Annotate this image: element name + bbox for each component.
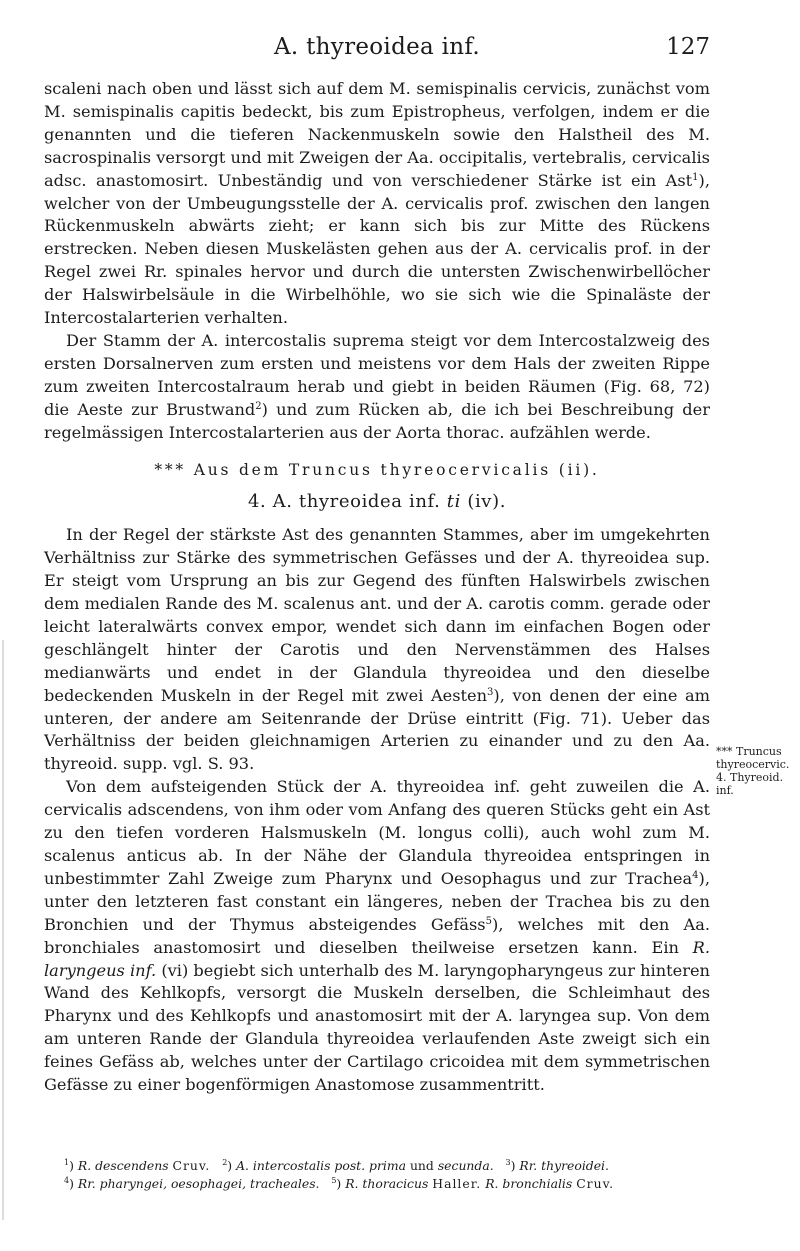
paragraph-3-text: In der Regel der stärkste Ast des genannten Stammes, aber im umgekehrten Verhältniss zur Stärke des symmetrischen Gefässes und der A. thyreoidea sup. Er steigt vom Ursprung an bis zur Gegend des fünften Halswirbels zwischen dem medialen Rande des M. scalenus ant. und der A. carotis comm. gerade oder leicht lateralwärts convex empor, wendet sich dann im einfachen Bogen oder geschlängelt hinter der Carotis und den Nervenstämmen des Halses medianwärts und endet in der Glandula thyreoidea und den dieselbe bedeckenden Muskeln in der Regel mit zwei Aesten — [44, 525, 710, 705]
margin-note-line-4: inf. — [716, 784, 734, 797]
paragraph-2-text: Der Stamm der A. intercostalis suprema steigt vor dem Intercostalzweig des ersten Dorsalnerven zum ersten und meistens vor dem Hals der zweiten Rippe zum zweiten Intercostalraum herab und giebt in beiden Räumen (Fig. 68, 72) die Aeste zur Brustwand — [44, 330, 710, 419]
paragraph-1 — [44, 78, 710, 330]
footnote-ref-3: 3 — [487, 686, 494, 698]
footnotes — [64, 1157, 710, 1193]
page-number: 127 — [666, 34, 710, 60]
section-title-tail: (iv). — [467, 491, 507, 513]
footnote-1-text: R. descendens — [77, 1158, 169, 1173]
footnote-ref-1: 1 — [692, 171, 699, 183]
section-title — [44, 491, 710, 514]
footnote-3-number: 3 — [505, 1158, 511, 1167]
paragraph-4-italic-term: R. laryngeus inf. — [44, 937, 711, 980]
main-text — [44, 78, 710, 1097]
footnote-5-author: Haller. — [432, 1176, 482, 1191]
footnote-5-text-2: R. bronchialis — [485, 1176, 573, 1191]
footnote-2-und: und — [409, 1158, 434, 1173]
subheading: *** Aus dem Truncus thyreocervicalis (ii). — [154, 460, 600, 479]
paragraph-4 — [44, 776, 710, 1097]
paragraph-1-text: scaleni nach oben und lässt sich auf dem M. semispinalis cervicis, zunächst vom M. semispinalis capitis bedeckt, bis zum Epistropheus, verfolgen, indem er die genannten und die tieferen Nackenmuskeln sowie den Halstheil des M. sacrospinalis versorgt und mit Zweigen der Aa. occipitalis, vertebralis, cervicalis adsc. anastomosirt. Unbeständig und von verschiedener Stärke ist ein Ast — [44, 79, 710, 190]
margin-note-line-2: thyreocervic. — [716, 758, 790, 771]
margin-note — [716, 745, 798, 797]
footnote-4-text: Rr. pharyngei, oesophagei, tracheales. — [77, 1176, 320, 1191]
footnote-ref-4: 4 — [692, 869, 699, 881]
margin-note-line-1: *** Truncus — [716, 745, 782, 758]
paragraph-3 — [44, 524, 710, 776]
running-header — [44, 34, 710, 64]
margin-note-line-3: 4. Thyreoid. — [716, 771, 784, 784]
paragraph-4-text-c: ), welches mit den Aa. bronchiales anastomosirt und dieselben theilweise ersetzen kann. Ein — [44, 914, 711, 957]
footnote-2-text: A. intercostalis post. prima — [236, 1158, 406, 1173]
running-title: A. thyreoidea inf. — [273, 34, 481, 60]
section-title-symbol: ti — [446, 491, 461, 513]
paragraph-2-text-cont: ) und zum Rücken ab, die ich bei Beschreibung der regelmässigen Intercostalarterien aus der Aorta thorac. aufzählen werde. — [44, 399, 710, 442]
section-title-main: 4. A. thyreoidea inf. — [247, 491, 441, 513]
footnote-5-author-2: Cruv. — [576, 1176, 615, 1191]
footnote-line-1: $^1$) R. descendens Cruv. $^2$) A. intercostalis post. prima und secunda. $^3$) Rr. thyreoidei. — [64, 1158, 609, 1173]
footnote-line-2: $^4$) Rr. pharyngei, oesophagei, tracheales. $^5$) R. thoracicus Haller. R. bronchialis Cruv. — [64, 1176, 615, 1191]
footnote-ref-2: 2 — [255, 400, 262, 412]
footnote-5-number: 5 — [331, 1176, 337, 1185]
page-binding-shadow — [2, 640, 4, 1220]
footnote-2-text-2: secunda. — [437, 1158, 494, 1173]
paragraph-2 — [44, 330, 710, 445]
paragraph-3-text-cont: ), von denen der eine am unteren, der andere am Seitenrande der Drüse eintritt (Fig. 71). Ueber das Verhältniss der beiden gleichnamigen Arterien zu einander und zu den Aa. thyreoid. supp. vgl. S. 93. — [44, 685, 710, 774]
footnote-1-number: 1 — [64, 1158, 70, 1167]
footnote-ref-5: 5 — [485, 915, 492, 927]
footnote-3-text: Rr. thyreoidei. — [519, 1158, 609, 1173]
paragraph-4-text-b: ), unter den letzteren fast constant ein längeres, neben der Trachea bis zu den Bronchien und der Thymus absteigendes Gefäss — [44, 868, 710, 934]
paragraph-1-text-cont: , welcher von der Umbeugungsstelle der A. cervicalis prof. zwischen den langen Rückenmuskeln abwärts zieht; er kann sich bis zur Mitte des Rückens erstrecken. Neben diesen Muskelästen gehen aus der A. cervicalis prof. in der Regel zwei Rr. spinales hervor und durch die untersten Zwischenwirbellöcher der Halswirbelsäule in die Wirbelhöhle, wo sie sich wie die Spinaläste der Intercostalarterien verhalten. — [44, 170, 710, 328]
footnote-4-number: 4 — [64, 1176, 70, 1185]
paragraph-1-fn-paren: ) — [698, 170, 705, 190]
footnote-1-author: Cruv. — [172, 1158, 211, 1173]
footnote-5-text: R. thoracicus — [345, 1176, 429, 1191]
footnote-2-number: 2 — [222, 1158, 228, 1167]
paragraph-4-text-d: (vi) begiebt sich unterhalb des M. laryngopharyngeus zur hinteren Wand des Kehlkopfs, versorgt die Muskeln derselben, die Schleimhaut des Pharynx und des Kehlkopfs und anastomosirt mit der A. laryngea sup. Von dem am unteren Rande der Glandula thyreoidea verlaufenden Aste zweigt sich ein feines Gefäss ab, welches unter der Cartilago cricoidea mit dem symmetrischen Gefässe zu einer bogenförmigen Anastomose zusammentritt. — [44, 960, 710, 1095]
paragraph-4-text: Von dem aufsteigenden Stück der A. thyreoidea inf. geht zuweilen die A. cervicalis adscendens, von ihm oder vom Anfang des queren Stücks geht ein Ast zu den tiefen vorderen Halsmuskeln (M. longus colli), auch wohl zum M. scalenus anticus ab. In der Nähe der Glandula thyreoidea entspringen in unbestimmter Zahl Zweige zum Pharynx und Oesophagus und zur Trachea — [44, 777, 710, 888]
